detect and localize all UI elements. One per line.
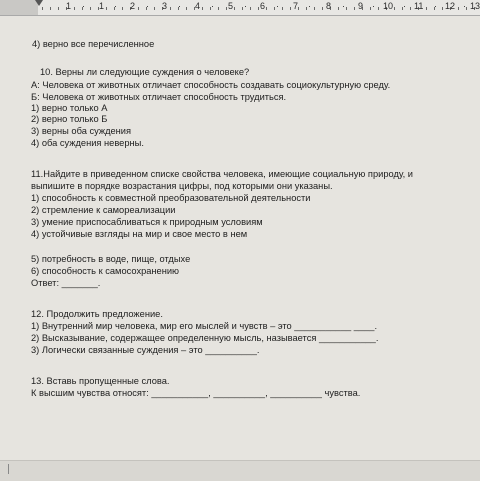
status-area — [0, 460, 480, 481]
ruler-label: · — [434, 1, 437, 11]
answer-line: Ответ: _______. — [31, 278, 101, 288]
ruler-tick — [282, 7, 283, 10]
ruler-tick — [274, 7, 275, 10]
ruler-tick — [242, 7, 243, 10]
text-line: 5) потребность в воде, пище, отдыхе — [31, 254, 191, 264]
ruler-tick — [338, 7, 339, 10]
document-page[interactable] — [0, 16, 480, 460]
ruler-label: 4 — [195, 1, 201, 11]
ruler-label: 13 — [470, 1, 480, 11]
ruler-label: 12 — [445, 1, 456, 11]
ruler-tick — [58, 7, 59, 10]
ruler-tick — [170, 7, 171, 10]
ruler-tick — [314, 7, 315, 10]
ruler-tick — [234, 7, 235, 10]
status-divider — [8, 464, 9, 474]
ruler-label: 11 — [414, 1, 424, 11]
ruler-tick — [186, 7, 187, 10]
question-12-title: 12. Продолжить предложение. — [31, 309, 163, 319]
ruler-label: · — [463, 1, 466, 11]
ruler-tick — [298, 7, 299, 10]
ruler-label: · — [114, 1, 117, 11]
ruler-label: 9 — [358, 1, 364, 11]
text-line: 1) Внутренний мир человека, мир его мыслей и чувств – это ___________ ____. — [31, 321, 378, 331]
ruler-tick — [346, 7, 347, 10]
text-line: 3) верны оба суждения — [31, 126, 132, 136]
ruler-tick — [250, 7, 251, 10]
ruler-tick — [394, 7, 395, 10]
text-line: 3) умение приспосабливаться к природным условиям — [31, 217, 263, 227]
ruler-tick — [442, 7, 443, 10]
indent-marker[interactable] — [35, 0, 43, 6]
text-line: 1) верно только А — [31, 103, 108, 113]
question-10-title: 10. Верны ли следующие суждения о человеке? — [40, 67, 250, 77]
ruler-tick — [370, 7, 371, 10]
ruler-tick — [154, 7, 155, 10]
text-line: А: Человека от животных отличает способность создавать социокультурную среду. — [31, 80, 391, 90]
ruler-tick — [218, 7, 219, 10]
text-line: Б: Человека от животных отличает способность трудиться. — [31, 92, 287, 102]
ruler-label: 5 — [228, 1, 234, 11]
ruler-label: · — [178, 1, 181, 11]
text-line: 4) верно все перечисленное — [32, 39, 155, 49]
text-line: К высшим чувства относят: ___________, __________, __________ чувства. — [31, 388, 361, 398]
ruler-tick — [266, 7, 267, 10]
ruler-label: · — [342, 1, 345, 11]
text-line: 2) Высказывание, содержащее определенную мысль, называется ___________. — [31, 333, 379, 343]
ruler-label: 7 — [293, 1, 299, 11]
ruler-label: · — [211, 1, 214, 11]
ruler-tick — [426, 7, 427, 10]
question-13-title: 13. Вставь пропущенные слова. — [31, 376, 170, 386]
ruler-tick — [138, 7, 139, 10]
ruler-label: · — [244, 1, 247, 11]
ruler-tick — [290, 7, 291, 10]
ruler-label: · — [276, 1, 279, 11]
text-line: 6) способность к самосохранению — [31, 266, 180, 276]
ruler-tick — [106, 7, 107, 10]
ruler-tick — [50, 7, 51, 10]
ruler[interactable] — [0, 0, 480, 16]
text-line: 1) способность к совместной преобразовательной деятельности — [31, 193, 311, 203]
ruler-tick — [306, 7, 307, 10]
ruler-label: · — [82, 1, 85, 11]
ruler-label: · — [308, 1, 311, 11]
ruler-label: 1 — [99, 1, 105, 11]
ruler-label: 10 — [383, 1, 394, 11]
ruler-tick — [354, 7, 355, 10]
ruler-label: 2 — [130, 1, 136, 11]
ruler-tick — [122, 7, 123, 10]
ruler-label: 3 — [162, 1, 168, 11]
ruler-tick — [322, 7, 323, 10]
ruler-tick — [378, 7, 379, 10]
ruler-tick — [226, 7, 227, 10]
ruler-margin-shade — [0, 0, 38, 15]
ruler-label: 1 — [66, 1, 72, 11]
ruler-tick — [42, 7, 43, 10]
ruler-label: 6 — [260, 1, 266, 11]
ruler-tick — [410, 7, 411, 10]
ruler-label: · — [146, 1, 149, 11]
text-line: выпишите в порядке возрастания цифры, под которыми они указаны. — [31, 181, 333, 191]
ruler-tick — [258, 7, 259, 10]
text-line: 4) устойчивые взгляды на мир и свое место в нем — [31, 229, 248, 239]
text-line: 2) стремление к самореализации — [31, 205, 176, 215]
ruler-label: · — [372, 1, 375, 11]
text-line: 3) Логически связанные суждения – это __________. — [31, 345, 260, 355]
ruler-tick — [74, 7, 75, 10]
text-line: 2) верно только Б — [31, 114, 108, 124]
text-line: 4) оба суждения неверны. — [31, 138, 144, 148]
ruler-tick — [202, 7, 203, 10]
question-11-title: 11.Найдите в приведенном списке свойства человека, имеющие социальную природу, и — [31, 169, 413, 179]
ruler-label: · — [403, 1, 406, 11]
ruler-tick — [466, 7, 467, 10]
ruler-label: 8 — [326, 1, 332, 11]
ruler-tick — [90, 7, 91, 10]
ruler-tick — [458, 7, 459, 10]
